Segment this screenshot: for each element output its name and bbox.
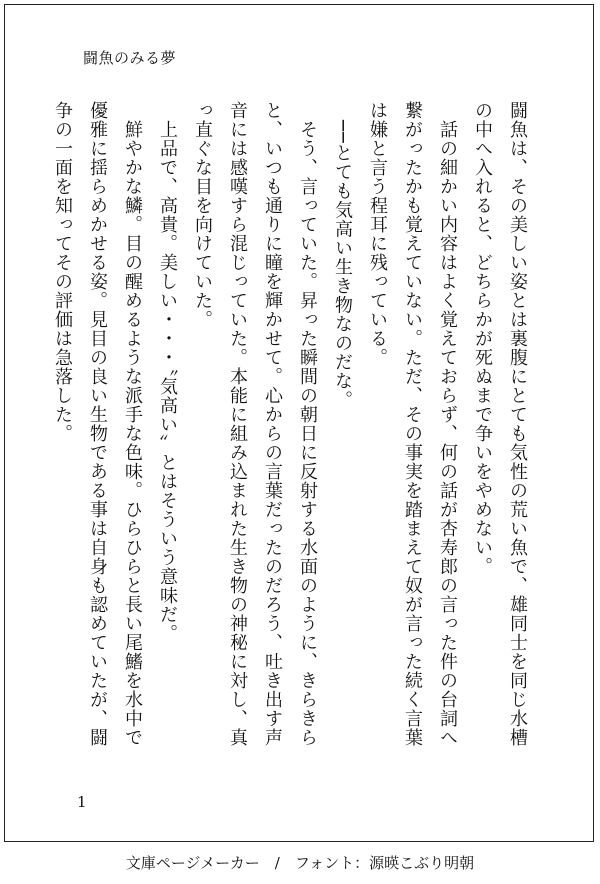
running-header-title: 闘魚のみる夢 (83, 49, 177, 67)
vertical-text-body (52, 101, 535, 751)
book-page (4, 4, 594, 842)
paragraph-1: 闘魚は、その美しい姿とは裏腹にとても気性の荒い魚で、雄同士を同じ水槽の中へ入れると、どちらかが死ぬまで争いをやめない。 (472, 101, 528, 747)
footer-credit: 文庫ページメーカー / フォント：源暎こぶり明朝 (125, 854, 475, 872)
paragraph-4: そう、言っていた。昇った瞬間の朝日に反射する水面のように、きらきらと、いつも通りに瞳を輝かせて。心からの言葉だったのだろう、吐き出す声音には感嘆すら混じっていた。本能に組み込まれた生き物の神秘に対し、真っ直ぐな目を向けていた。 (192, 101, 318, 747)
paragraph-5: 上品で、高貴。美しい・・・〝気高い〟とはそういう意味だ。 (157, 101, 178, 643)
page-number: 1 (77, 793, 87, 811)
paragraph-3: ──とても気高い生き物なのだな。 (332, 101, 353, 410)
paragraph-2: 話の細かい内容はよく覚えておらず、何の話が杏寿郎の言った件の台詞へ繋がったかも覚えていない。ただ、その事実を踏まえて奴が言った続く言葉は嫌と言う程耳に残っている。 (367, 101, 458, 747)
paragraph-6: 鮮やかな鱗。目の醒めるような派手な色味。ひらひらと長い尾鰭を水中で優雅に揺らめかせる姿。見目の良い生物である事は自身も認めていたが、闘争の一面を知ってその評価は急落した。 (52, 101, 143, 747)
